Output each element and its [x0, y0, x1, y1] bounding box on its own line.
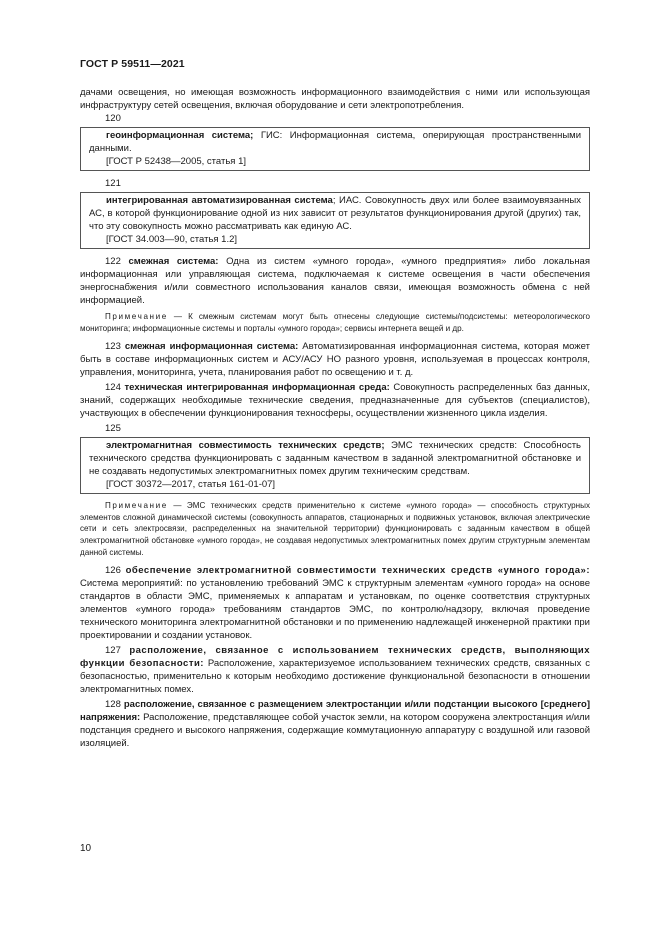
entry-128-text: Расположение, представляющее собой участок земли, на котором сооружена электростанция и/или подстанция среднего и высокого напряжения, содержащие коммутационную аппаратуру с воздушной или газовой изоляцией.	[80, 712, 590, 750]
entry-128-number: 128	[105, 699, 124, 711]
entry-127	[80, 644, 590, 696]
intro-paragraph: дачами освещения, но имеющая возможность информационного взаимодействия с ними или использующая инфраструктуру сетей освещения, включая оборудование и сети электропотребления.	[80, 87, 590, 111]
entry-126-text: Система мероприятий: по установлению требований ЭМС к структурным элементам «умного города» на основе стандартов в области ЭМС, применяемых к аппаратам и установкам, по оценке соответствия структурных элементов «умного города» требованиям стандартов ЭМС, по контролю/надзору, включая проведение технического мониторинга электромагнитной обстановки и по применению надлежащей инженерной практики при проектировании и создании установок.	[80, 578, 590, 642]
entry-123-number: 123	[105, 341, 125, 353]
entry-122-term: смежная система:	[128, 256, 219, 267]
entry-120-definition	[89, 129, 581, 155]
entry-126-number: 126	[105, 565, 126, 577]
entry-123	[80, 340, 590, 379]
standard-designation: ГОСТ Р 59511—2021	[80, 58, 185, 70]
entry-124-number: 124	[105, 382, 125, 394]
entry-125-box	[80, 437, 590, 494]
entry-121-box	[80, 192, 590, 249]
entry-122	[80, 255, 590, 307]
entry-127-text: Расположение, характеризуемое использованием технических средств, связанных с безопасностью, применительно к которым необходимо достижение функциональной безопасности в отношении электромагнитных помех.	[80, 658, 590, 696]
page-number: 10	[80, 843, 92, 854]
note-smezhnye-sistemy	[80, 311, 590, 334]
entry-127-number: 127	[105, 645, 130, 657]
entry-120-term: геоинформационная система;	[106, 130, 254, 141]
entry-123-text: Автоматизированная информационная система, которая может быть в составе информационных систем и АСУ/АСУ НО разного уровня, используемая в процессах контроля, управления, мониторинга, учета, планирования работ по освещению и т. д.	[80, 341, 590, 379]
entry-121-source: [ГОСТ 34.003—90, статья 1.2]	[106, 234, 238, 245]
entry-120-source: [ГОСТ Р 52438—2005, статья 1]	[106, 156, 247, 167]
note-1-text: — К смежным системам могут быть отнесены следующие системы/подсистемы: метеорологического мониторинга; информационные системы и порталы «умного города»; сервисы интернета вещей и др.	[80, 312, 590, 333]
entry-124	[80, 381, 590, 420]
entry-123-term: смежная информационная система:	[124, 341, 299, 353]
entry-126-term: обеспечение электромагнитной совместимости технических средств «умного города»:	[125, 565, 590, 577]
entry-125-source: [ГОСТ 30372—2017, статья 161-01-07]	[106, 479, 276, 491]
note-1-label: Примечание	[105, 312, 168, 321]
entry-125-number: 125	[105, 423, 121, 435]
entry-120-number: 120	[105, 113, 121, 124]
entry-121-text: ; ИАС. Совокупность двух или более взаимоувязанных АС, в которой функционирование одной из них зависит от результатов функционирования другой (других) так, что эту совокупность можно рассматривать как единую АС.	[89, 195, 581, 232]
entry-127-term: расположение, связанное с использованием технических средств, выполняющих функции безопасности:	[80, 645, 590, 670]
entry-120-text: ГИС: Информационная система, оперирующая пространственными данными.	[89, 130, 581, 154]
entry-122-number: 122	[105, 256, 129, 267]
page-content	[80, 86, 590, 752]
entry-124-text: Совокупность распределенных баз данных, знаний, содержащих необходимые технические сведения, предназначенные для субъектов (специалистов), участвующих в обеспечении функционирования техносферы, осуществлении жизненного цикла изделия.	[80, 382, 590, 420]
entry-122-text: Одна из систем «умного города», «умного предприятия» либо локальная информационная или управляющая система, подключаемая к системе освещения в части обеспечения энергоснабжения и/или совместного использования каналов связи, имеющая возможность обмена с ней информацией.	[80, 256, 590, 306]
entry-124-term: техническая интегрированная информационная среда:	[124, 382, 390, 394]
entry-125-text: ЭМС технических средств: Способность технического средства функционировать с заданным качеством в заданной электромагнитной обстановке и не создавать недопустимых электромагнитных помех другим техническим средствам.	[89, 440, 581, 478]
entry-120-box	[80, 127, 590, 171]
note-2-label: Примечание	[105, 501, 168, 511]
note-ems	[80, 500, 590, 558]
entry-125-term: электромагнитная совместимость технических средств;	[106, 440, 385, 452]
entry-121-definition	[89, 194, 581, 233]
entry-125-definition	[89, 439, 581, 478]
entry-121-number: 121	[105, 178, 121, 189]
entry-128	[80, 698, 590, 750]
entry-126	[80, 564, 590, 642]
entry-121-term: интегрированная автоматизированная система	[106, 195, 333, 206]
note-2-text: — ЭМС технических средств применительно к системе «умного города» — способность структурных элементов сложной динамической системы (совокупность аппаратов, стационарных и подвижных установок, включая электрические сети и сеть электросвязи, распределенных на значительной территории) функционировать с заданным качеством в общей электромагнитной обстановке «умного города», не создавая недопустимых электромагнитных помех другим структурным элементам данной системы.	[80, 501, 590, 557]
entry-128-term: расположение, связанное с размещением электростанции и/или подстанции высокого [среднего] напряжения:	[80, 699, 591, 724]
